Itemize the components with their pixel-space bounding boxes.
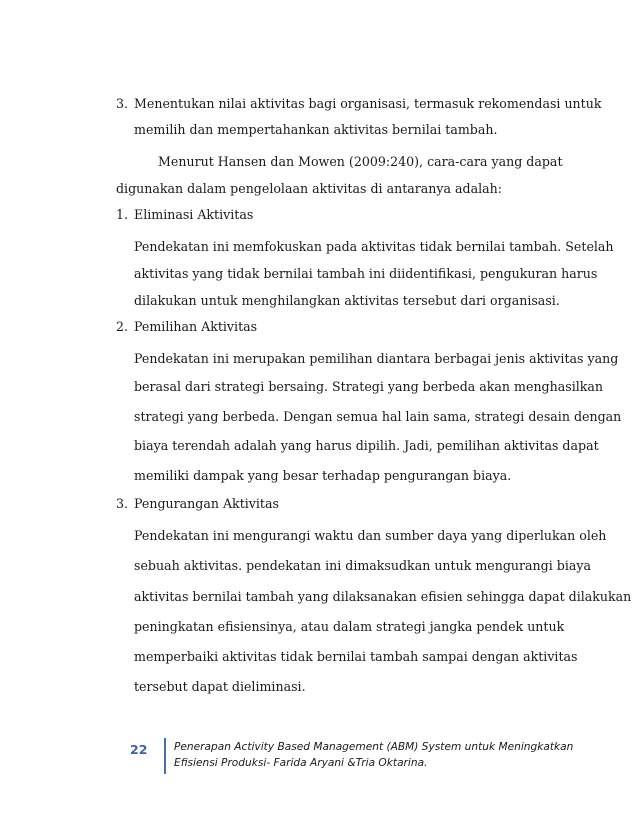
section-number: 1. [116,207,129,222]
footer-citation-line: Penerapan Activity Based Management (ABM) System untuk Meningkatkan [174,741,574,753]
section-number: 2. [116,319,129,334]
section-line: tersebut dapat dieliminasi. [134,679,306,694]
intro-item-line: memilih dan mempertahankan aktivitas bernilai tambah. [134,122,498,137]
paragraph-line: Menurut Hansen dan Mowen (2009:240), cara-cara yang dapat [158,154,563,169]
section-line: Pendekatan ini mengurangi waktu dan sumber daya yang diperlukan oleh [134,528,607,543]
section-line: memiliki dampak yang besar terhadap pengurangan biaya. [134,468,512,483]
section-line: Pendekatan ini memfokuskan pada aktivitas tidak bernilai tambah. Setelah [134,239,614,254]
section-line: peningkatan efisiensinya, atau dalam strategi jangka pendek untuk [134,619,565,634]
section-title: Eliminasi Aktivitas [134,207,254,222]
footer-citation-line: Efisiensi Produksi- Farida Aryani &Tria Oktarina. [174,757,428,769]
page-number: 22 [130,742,148,757]
section-line: sebuah aktivitas. pendekatan ini dimaksudkan untuk mengurangi biaya [134,558,591,573]
intro-item-number: 3. [116,96,129,111]
section-line: strategi yang berbeda. Dengan semua hal lain sama, strategi desain dengan [134,409,622,424]
section-line: aktivitas bernilai tambah yang dilaksanakan efisien sehingga dapat dilakukan [134,589,632,604]
section-line: biaya terendah adalah yang harus dipilih. Jadi, pemilihan aktivitas dapat [134,438,599,453]
section-line: aktivitas yang tidak bernilai tambah ini diidentifikasi, pengukuran harus [134,266,598,281]
footer-divider [164,738,166,774]
section-number: 3. [116,496,129,511]
section-line: berasal dari strategi bersaing. Strategi yang berbeda akan menghasilkan [134,379,604,394]
section-title: Pengurangan Aktivitas [134,496,279,511]
paragraph-line: digunakan dalam pengelolaan aktivitas di antaranya adalah: [116,181,503,196]
section-line: memperbaiki aktivitas tidak bernilai tambah sampai dengan aktivitas [134,649,578,664]
section-title: Pemilihan Aktivitas [134,319,258,334]
section-line: Pendekatan ini merupakan pemilihan diantara berbagai jenis aktivitas yang [134,351,619,366]
intro-item-line: Menentukan nilai aktivitas bagi organisasi, termasuk rekomendasi untuk [134,96,602,111]
section-line: dilakukan untuk menghilangkan aktivitas tersebut dari organisasi. [134,293,560,308]
